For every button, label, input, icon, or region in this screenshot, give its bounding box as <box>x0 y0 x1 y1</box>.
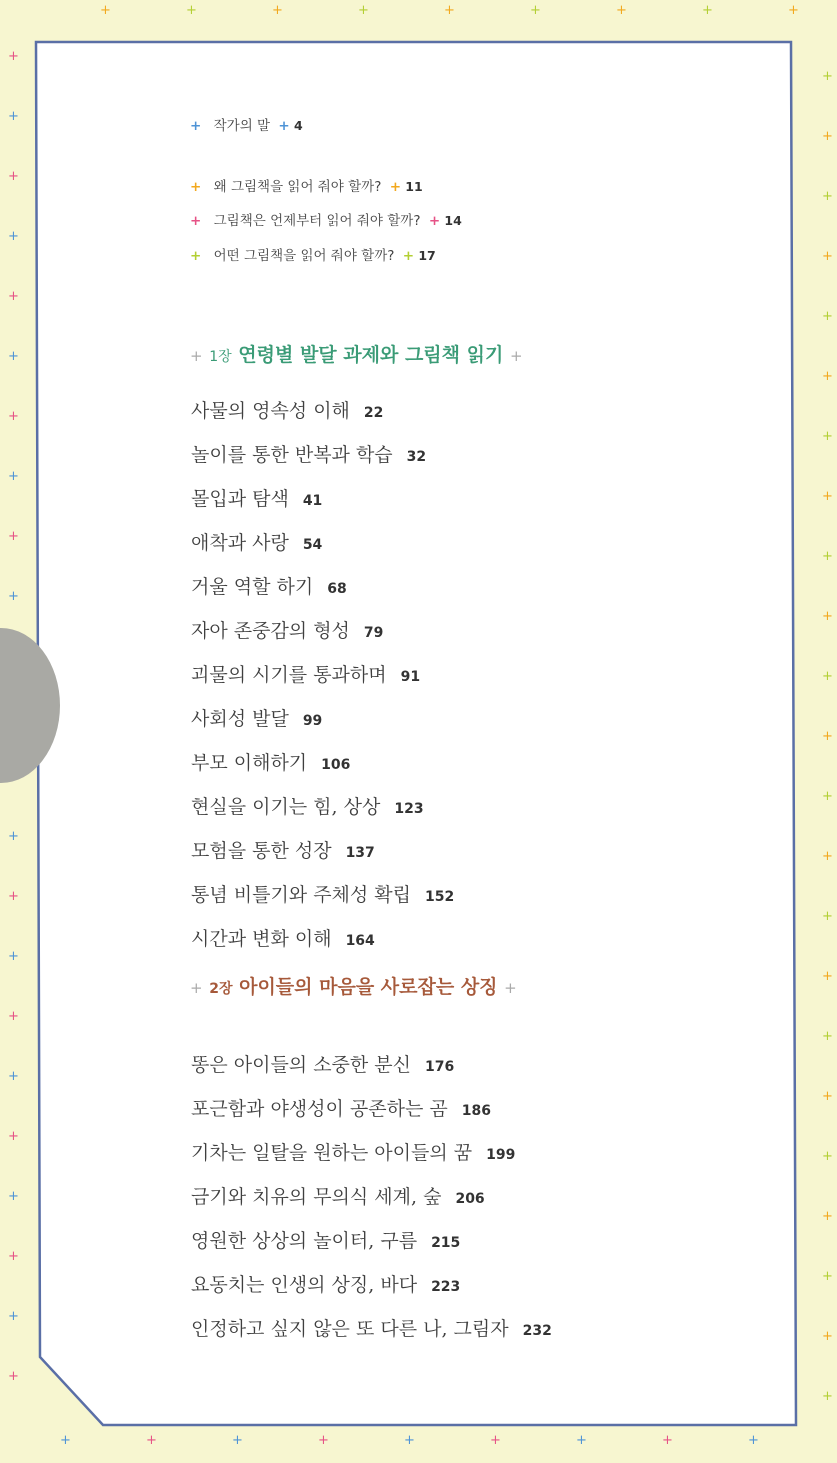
sparkle-icon: + <box>822 789 833 804</box>
sparkle-icon: + <box>822 669 833 684</box>
toc-entry[interactable] <box>191 616 383 643</box>
sparkle-icon: + <box>8 529 19 544</box>
toc-entry[interactable] <box>191 1314 552 1341</box>
entry-title: 사물의 영속성 이해 <box>191 400 350 422</box>
plus-icon: + <box>190 347 203 365</box>
sparkle-icon: + <box>8 1249 19 1264</box>
intro-item-when[interactable] <box>190 209 462 229</box>
sparkle-icon: + <box>748 1433 759 1448</box>
sparkle-icon: + <box>822 849 833 864</box>
sparkle-icon: + <box>616 3 627 18</box>
page-number: 123 <box>394 801 424 817</box>
sparkle-icon: + <box>702 3 713 18</box>
sparkle-icon: + <box>822 729 833 744</box>
sparkle-icon: + <box>8 289 19 304</box>
entry-title: 자아 존중감의 형성 <box>191 620 350 642</box>
toc-entry[interactable] <box>191 1138 515 1165</box>
sparkle-icon: + <box>8 229 19 244</box>
sparkle-icon: + <box>822 429 833 444</box>
intro-label: 그림책은 언제부터 읽어 줘야 할까? <box>213 213 421 229</box>
entry-title: 시간과 변화 이해 <box>191 928 332 950</box>
page-number: 4 <box>293 118 303 133</box>
plus-icon: + <box>190 248 202 264</box>
entry-title: 거울 역할 하기 <box>191 576 314 598</box>
sparkle-icon: + <box>186 3 197 18</box>
sparkle-icon: + <box>822 189 833 204</box>
sparkle-icon: + <box>444 3 455 18</box>
chapter-title: 연령별 발달 과제와 그림책 읽기 <box>238 344 504 366</box>
page-number: 54 <box>302 537 323 553</box>
entry-title: 모험을 통한 성장 <box>191 840 332 862</box>
toc-entry[interactable] <box>191 748 350 775</box>
page-number: 152 <box>425 889 455 905</box>
entry-title: 현실을 이기는 힘, 상상 <box>191 796 381 818</box>
entry-title: 괴물의 시기를 통과하며 <box>191 664 387 686</box>
intro-item-what[interactable] <box>190 244 436 264</box>
page-number: 68 <box>327 581 347 597</box>
entry-title: 애착과 사랑 <box>191 532 289 554</box>
plus-icon: + <box>504 979 517 997</box>
page-number: 22 <box>363 405 384 421</box>
page-number: 91 <box>400 669 421 685</box>
sparkle-icon: + <box>822 489 833 504</box>
toc-entry[interactable] <box>191 1270 460 1297</box>
sparkle-icon: + <box>146 1433 157 1448</box>
entry-title: 금기와 치유의 무의식 세계, 숲 <box>191 1186 442 1208</box>
sparkle-icon: + <box>8 109 19 124</box>
sparkle-icon: + <box>8 349 19 364</box>
page-number: 215 <box>431 1235 461 1251</box>
sparkle-icon: + <box>8 1309 19 1324</box>
toc-entry[interactable] <box>191 1050 454 1077</box>
sparkle-icon: + <box>232 1433 243 1448</box>
sparkle-icon: + <box>662 1433 673 1448</box>
page-number: 206 <box>455 1191 485 1207</box>
sparkle-icon: + <box>822 369 833 384</box>
sparkle-icon: + <box>272 3 283 18</box>
sparkle-icon: + <box>822 609 833 624</box>
entry-title: 포근함과 야생성이 공존하는 곰 <box>191 1098 448 1120</box>
toc-entry[interactable] <box>191 572 347 599</box>
sparkle-icon: + <box>8 1009 19 1024</box>
page-number: 41 <box>302 493 323 509</box>
sparkle-icon: + <box>822 309 833 324</box>
page-number: 199 <box>486 1147 516 1163</box>
sparkle-icon: + <box>8 829 19 844</box>
sparkle-icon: + <box>576 1433 587 1448</box>
toc-entry[interactable] <box>191 528 322 555</box>
page-number: 14 <box>444 213 462 228</box>
page-number: 17 <box>418 248 436 263</box>
entry-title: 영원한 상상의 놀이터, 구름 <box>191 1230 418 1252</box>
sparkle-icon: + <box>8 589 19 604</box>
plus-icon: + <box>389 179 401 195</box>
sparkle-icon: + <box>490 1433 501 1448</box>
plus-icon: + <box>190 179 202 195</box>
sparkle-icon: + <box>822 969 833 984</box>
page-number: 79 <box>363 625 384 641</box>
entry-title: 통념 비틀기와 주체성 확립 <box>191 884 412 906</box>
chapter-number: 2장 <box>209 981 233 997</box>
entry-title: 부모 이해하기 <box>191 752 308 774</box>
intro-item-preface[interactable] <box>190 114 303 134</box>
intro-label: 어떤 그림책을 읽어 줘야 할까? <box>213 248 395 264</box>
plus-icon: + <box>190 979 203 997</box>
intro-label: 작가의 말 <box>213 118 271 134</box>
page-number: 176 <box>425 1059 455 1075</box>
page-number: 99 <box>302 713 323 729</box>
entry-title: 요동치는 인생의 상징, 바다 <box>191 1274 418 1296</box>
chapter-number: 1장 <box>209 349 232 365</box>
sparkle-icon: + <box>822 549 833 564</box>
intro-item-why[interactable] <box>190 175 423 195</box>
sparkle-icon: + <box>822 909 833 924</box>
sparkle-icon: + <box>822 1389 833 1404</box>
page-number: 186 <box>461 1103 491 1119</box>
toc-entry[interactable] <box>191 836 375 863</box>
sparkle-icon: + <box>788 3 799 18</box>
sparkle-icon: + <box>100 3 111 18</box>
toc-entry[interactable] <box>191 660 420 687</box>
page-number: 232 <box>522 1323 552 1339</box>
toc-entry[interactable] <box>191 484 322 511</box>
sparkle-icon: + <box>8 949 19 964</box>
entry-title: 인정하고 싶지 않은 또 다른 나, 그림자 <box>191 1318 509 1340</box>
toc-entry[interactable] <box>191 792 424 819</box>
page-number: 223 <box>431 1279 461 1295</box>
page-number: 106 <box>321 757 351 773</box>
sparkle-icon: + <box>822 1209 833 1224</box>
sparkle-icon: + <box>822 249 833 264</box>
page-number: 137 <box>345 845 375 861</box>
toc-entry[interactable] <box>191 924 375 951</box>
toc-entry[interactable] <box>191 1094 491 1121</box>
sparkle-icon: + <box>822 1089 833 1104</box>
sparkle-icon: + <box>318 1433 329 1448</box>
sparkle-icon: + <box>530 3 541 18</box>
chapter-title: 아이들의 마음을 사로잡는 상징 <box>239 976 498 998</box>
toc-entry[interactable] <box>191 704 322 731</box>
sparkle-icon: + <box>404 1433 415 1448</box>
toc-entry[interactable] <box>191 880 454 907</box>
toc-entry[interactable] <box>191 1226 460 1253</box>
sparkle-icon: + <box>8 1129 19 1144</box>
entry-title: 똥은 아이들의 소중한 분신 <box>191 1054 412 1076</box>
toc-entry[interactable] <box>191 1182 485 1209</box>
sparkle-icon: + <box>8 1189 19 1204</box>
entry-title: 기차는 일탈을 원하는 아이들의 꿈 <box>191 1142 473 1164</box>
sparkle-icon: + <box>358 3 369 18</box>
chapter-2-heading[interactable] <box>190 972 517 999</box>
sparkle-icon: + <box>822 1029 833 1044</box>
sparkle-icon: + <box>8 49 19 64</box>
sparkle-icon: + <box>8 1369 19 1384</box>
page-number: 11 <box>405 179 423 194</box>
sparkle-icon: + <box>8 169 19 184</box>
sparkle-icon: + <box>8 469 19 484</box>
entry-title: 놀이를 통한 반복과 학습 <box>191 444 393 466</box>
sparkle-icon: + <box>822 1149 833 1164</box>
sparkle-icon: + <box>8 889 19 904</box>
plus-icon: + <box>402 248 415 264</box>
toc-entry[interactable] <box>191 440 426 467</box>
sparkle-icon: + <box>822 129 833 144</box>
page-number: 32 <box>406 449 427 465</box>
intro-label: 왜 그림책을 읽어 줘야 할까? <box>213 179 382 195</box>
sparkle-icon: + <box>822 1329 833 1344</box>
entry-title: 사회성 발달 <box>191 708 289 730</box>
chapter-1-heading[interactable] <box>190 340 523 367</box>
sparkle-icon: + <box>8 1069 19 1084</box>
plus-icon: + <box>509 347 523 365</box>
page-number: 164 <box>345 933 375 949</box>
plus-icon: + <box>428 213 441 229</box>
plus-icon: + <box>278 118 290 134</box>
plus-icon: + <box>190 118 202 134</box>
sparkle-icon: + <box>8 409 19 424</box>
sparkle-icon: + <box>822 1269 833 1284</box>
entry-title: 몰입과 탐색 <box>191 488 289 510</box>
toc-entry[interactable] <box>191 396 383 423</box>
sparkle-icon: + <box>60 1433 71 1448</box>
plus-icon: + <box>190 213 202 229</box>
sparkle-icon: + <box>822 69 833 84</box>
